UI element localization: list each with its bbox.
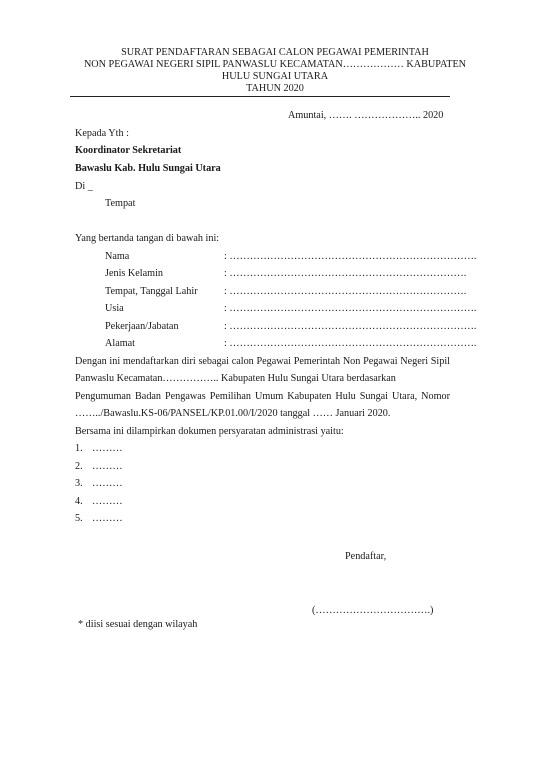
body-paragraph-1-line-2: Panwaslu Kecamatan…………….. Kabupaten Hulu Sungai Utara berdasarkan xyxy=(75,373,396,384)
field-label: Pekerjaan/Jabatan xyxy=(105,321,179,332)
body-paragraph-1-line-1: Dengan ini mendaftarkan diri sebagai calon Pegawai Pemerintah Non Pegawai Negeri Sipil xyxy=(75,356,450,367)
signature-label: Pendaftar, xyxy=(345,551,387,562)
field-value: : ……………………………………………………………. xyxy=(224,268,467,279)
field-label: Tempat, Tanggal Lahir xyxy=(105,286,198,297)
field-label: Jenis Kelamin xyxy=(105,268,164,279)
field-value: : ………………………………………………………………. xyxy=(224,321,477,332)
field-value: : ………………………………………………………………. xyxy=(224,251,477,262)
recipient-org: Bawaslu Kab. Hulu Sungai Utara xyxy=(75,163,221,174)
list-item-number: 2. xyxy=(75,461,83,472)
recipient-to: Kepada Yth : xyxy=(75,128,129,139)
list-item: ……… xyxy=(92,443,123,454)
header-line-1: SURAT PENDAFTARAN SEBAGAI CALON PEGAWAI PEMERINTAH xyxy=(121,47,429,58)
body-paragraph-2-line-1: Pengumuman Badan Pengawas Pemilihan Umum Kabupaten Hulu Sungai Utara, Nomor xyxy=(75,391,450,402)
list-item: ……… xyxy=(92,478,123,489)
list-item-number: 3. xyxy=(75,478,83,489)
field-value: : ………………………………………………………………. xyxy=(224,338,477,349)
field-label: Nama xyxy=(105,251,130,262)
signature-name-placeholder: (…………………………….) xyxy=(312,605,434,616)
field-label: Alamat xyxy=(105,338,135,349)
header-line-2: NON PEGAWAI NEGERI SIPIL PANWASLU KECAMATAN……………… KABUPATEN xyxy=(83,59,467,70)
attachments-intro: Bersama ini dilampirkan dokumen persyaratan administrasi yaitu: xyxy=(75,426,344,437)
footnote: * diisi sesuai dengan wilayah xyxy=(78,619,198,630)
intro-text: Yang bertanda tangan di bawah ini: xyxy=(75,233,220,244)
field-label: Usia xyxy=(105,303,124,314)
place-date: Amuntai, ……. ……………….. 2020 xyxy=(288,110,444,121)
header-line-3: HULU SUNGAI UTARA xyxy=(221,71,329,82)
list-item-number: 1. xyxy=(75,443,83,454)
list-item-number: 5. xyxy=(75,513,83,524)
list-item: ……… xyxy=(92,461,123,472)
recipient-place: Tempat xyxy=(105,198,136,209)
recipient-at: Di _ xyxy=(75,181,93,192)
field-value: : ………………………………………………………………. xyxy=(224,303,477,314)
list-item-number: 4. xyxy=(75,496,83,507)
field-value: : ……………………………………………………………. xyxy=(224,286,467,297)
header-line-4: TAHUN 2020 xyxy=(246,83,304,94)
list-item: ……… xyxy=(92,513,123,524)
recipient-name: Koordinator Sekretariat xyxy=(75,145,182,156)
document-header xyxy=(60,47,490,95)
header-rule xyxy=(70,96,450,97)
body-paragraph-2-line-2: ……../Bawaslu.KS-06/PANSEL/KP.01.00/I/2020 tanggal …… Januari 2020. xyxy=(75,408,391,419)
list-item: ……… xyxy=(92,496,123,507)
